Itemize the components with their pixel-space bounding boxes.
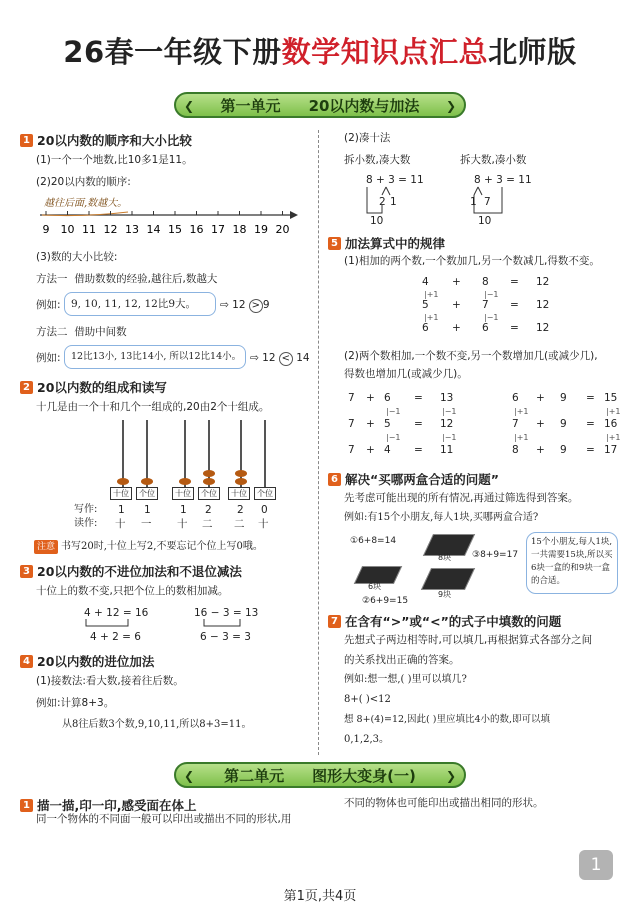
s3-eq-1: 4 + 12 = 16 (84, 607, 149, 619)
section-2-title: 20以内数的组成和读写 (37, 380, 167, 395)
method-1 (36, 272, 217, 286)
s7-line-3: 例如:想一想,( )里可以填几? (344, 674, 467, 685)
equation-cell: 7 (482, 299, 489, 311)
unit-1-banner (174, 92, 466, 118)
section-1-title: 20以内数的顺序和大小比较 (37, 133, 192, 148)
method-1-text: 借助数数的经验,越往后,数越大 (74, 273, 218, 285)
equation-cell: 5 (422, 299, 429, 311)
section-1-heading (20, 131, 192, 149)
s5pre-eq-1: 8 + 3 = 11 (366, 174, 424, 186)
method-2 (36, 325, 127, 339)
write-1: 1 (118, 504, 125, 516)
s2-line-1: 十几是由一个十和几个一组成的,20由2个十组成。 (36, 401, 270, 413)
change-label: |+1 (514, 433, 529, 442)
s5pre-eq-2: 8 + 3 = 11 (474, 174, 532, 186)
equation-cell: 17 (604, 444, 618, 456)
equation-cell: = (510, 299, 519, 311)
s5pre-caption-1: 拆小数,凑大数 (344, 154, 411, 166)
page-number-badge[interactable]: 1 (579, 850, 613, 880)
read-2: 一 (141, 518, 152, 530)
s5pre-caption-2: 拆大数,凑小数 (460, 154, 527, 166)
section-6-title: 解决“买哪两盒合适的问题” (345, 472, 499, 487)
change-label: |+1 (606, 407, 621, 416)
s5-right-table (508, 391, 628, 461)
number-line-label: 19 (254, 223, 268, 236)
example-2-label: 例如: (36, 352, 61, 364)
unit2-section-1-title: 描一描,印一印,感受面在体上 (37, 798, 197, 813)
number-line-label: 20 (275, 223, 290, 236)
section-4-badge: 4 (20, 655, 33, 668)
s1-line-2: (2)20以内数的顺序: (36, 176, 131, 188)
equation-cell: 9 (560, 418, 567, 430)
speech-bubble: 15个小朋友,每人1块,一共需要15块,所以买6块一盒的和9块一盒的合适。 (526, 532, 618, 594)
section-7-title: 在含有“>”或“<”的式子中填数的问题 (345, 614, 562, 629)
equation-cell: = (414, 392, 423, 404)
section-7-badge: 7 (328, 615, 341, 628)
equation-cell: 8 (482, 276, 489, 288)
change-label: |−1 (386, 433, 401, 442)
equation-cell: 16 (604, 418, 618, 430)
number-line-label: 17 (211, 223, 225, 236)
equation-cell: 7 (348, 444, 355, 456)
s1-line-3: (3)数的大小比较: (36, 251, 118, 263)
equation-cell: 7 (512, 418, 519, 430)
change-label: |−1 (386, 407, 401, 416)
equation-cell: + (536, 392, 545, 404)
s5-left-table (344, 391, 464, 461)
unit-2-name: 图形大变身(一) (312, 766, 416, 785)
equation-cell: + (536, 418, 545, 430)
equation-cell: 12 (536, 299, 550, 311)
equation-cell: = (586, 418, 595, 430)
unit-2-banner (174, 762, 466, 788)
s7-line-1: 先想式子两边相等时,可以填几,再根据算式各部分之间 (344, 634, 593, 646)
section-5-heading (328, 234, 445, 252)
banner-right-arrow-icon: ❯ (445, 99, 456, 113)
box-6-label: 6块 (368, 582, 382, 591)
write-label: 写作: (74, 504, 98, 515)
u2s1-line-1: 同一个物体的不同面一般可以印出或描出不同的形状,用 (36, 813, 292, 825)
equation-cell: 7 (348, 392, 355, 404)
split-1b: 1 (390, 196, 397, 208)
section-7-heading (328, 612, 561, 630)
read-4: 二 (202, 518, 213, 530)
ones-tag: 个位 (254, 487, 276, 500)
column-divider (318, 130, 319, 755)
s5pre-line-1: (2)凑十法 (344, 132, 391, 144)
abacus-12 (170, 420, 225, 500)
section-6-heading (328, 470, 499, 488)
example-1-label: 例如: (36, 299, 61, 311)
s2-note (34, 540, 263, 554)
equation-cell: 6 (384, 392, 391, 404)
banner-right-arrow-icon: ❯ (445, 769, 456, 783)
equation-cell: 15 (604, 392, 618, 404)
equation-cell: 5 (384, 418, 391, 430)
example-1-symbol: > (249, 299, 263, 313)
u2s1-line-right: 不同的物体也可能印出或描出相同的形状。 (344, 797, 544, 809)
s3-line-1: 十位上的数不变,只把个位上的数相加减。 (36, 585, 229, 597)
read-6: 十 (258, 518, 269, 530)
tens-tag: 十位 (110, 487, 132, 500)
arrow-right-icon: ⇨ (220, 299, 229, 311)
equation-cell: = (586, 392, 595, 404)
s5-line-3: 得数也增加几(或减少几)。 (344, 368, 468, 380)
box-8-label: 8块 (438, 553, 452, 562)
equation-cell: + (452, 299, 461, 311)
number-line-label: 16 (189, 223, 204, 236)
equation-cell: 12 (536, 322, 550, 334)
section-3-heading (20, 562, 242, 580)
s4-line-2: 例如:计算8+3。 (36, 697, 115, 709)
title-part-1: 26春一年级下册 (63, 35, 282, 69)
equation-cell: 6 (512, 392, 519, 404)
s4-line-1: (1)接数法:看大数,接着往后数。 (36, 675, 184, 687)
s3-eq-3: 16 − 3 = 13 (194, 607, 259, 619)
example-2-result-right: 14 (296, 352, 310, 364)
tens-tag: 十位 (172, 487, 194, 500)
section-2-badge: 2 (20, 381, 33, 394)
split-2c: 10 (478, 215, 492, 227)
equation-cell: = (414, 444, 423, 456)
page-title (0, 30, 640, 71)
example-2-box: 12比13小, 13比14小, 所以12比14小。 (64, 345, 246, 369)
chocolate-boxes-illustration (346, 530, 626, 608)
number-line-label: 9 (42, 223, 50, 236)
ones-tag: 个位 (136, 487, 158, 500)
make-ten-diagram-2 (468, 185, 528, 225)
read-5: 二 (234, 518, 245, 530)
equation-cell: 4 (422, 276, 429, 288)
equation-cell: 11 (440, 444, 454, 456)
s6-line-1: 先考虑可能出现的所有情况,再通过筛选得到答案。 (344, 492, 579, 504)
example-2-symbol: < (279, 352, 293, 366)
write-2: 1 (144, 504, 151, 516)
method-2-text: 借助中间数 (74, 326, 127, 338)
equation-cell: 13 (440, 392, 454, 404)
method-1-label: 方法一 (36, 273, 68, 285)
change-label: |−1 (442, 407, 457, 416)
write-3: 1 (180, 504, 187, 516)
equation-cell: + (366, 418, 375, 430)
change-label: |−1 (442, 433, 457, 442)
s7-line-5: 想 8+(4)=12,因此( )里应填比4小的数,即可以填 (344, 714, 551, 725)
example-1-box: 9, 10, 11, 12, 12比9大。 (64, 292, 216, 316)
number-line-label: 12 (103, 223, 118, 236)
example-2-result (250, 351, 310, 366)
write-5: 2 (237, 504, 244, 516)
abacus-20 (226, 420, 281, 500)
section-2-heading (20, 378, 167, 396)
s3-eq-4: 6 − 3 = 3 (200, 631, 251, 643)
choice-2: ②6+9=15 (362, 596, 409, 606)
section-5-badge: 5 (328, 237, 341, 250)
s7-line-4: 8+( )<12 (344, 694, 391, 705)
s5-line-1: (1)相加的两个数,一个数加几,另一个数减几,得数不变。 (344, 255, 600, 267)
number-line-label: 11 (82, 223, 96, 236)
equation-cell: + (536, 444, 545, 456)
change-label: |−1 (484, 312, 499, 322)
choice-3: ③8+9=17 (472, 550, 519, 560)
equation-cell: 4 (384, 444, 391, 456)
equation-cell: 6 (422, 322, 429, 334)
s4-line-3: 从8往后数3个数,9,10,11,所以8+3=11。 (62, 719, 252, 730)
change-label: |+1 (424, 312, 439, 322)
arrow-right-icon: ⇨ (250, 352, 259, 364)
equation-cell: 6 (482, 322, 489, 334)
equation-cell: 8 (512, 444, 519, 456)
banner-left-arrow-icon: ❮ (184, 99, 195, 113)
change-label: |+1 (514, 407, 529, 416)
method-2-label: 方法二 (36, 326, 68, 338)
section-5-title: 加法算式中的规律 (345, 236, 446, 251)
number-line-label: 15 (168, 223, 182, 236)
box-9 (421, 568, 475, 590)
change-label: |+1 (424, 289, 439, 299)
section-1-badge: 1 (20, 134, 33, 147)
write-4: 2 (205, 504, 212, 516)
equation-cell: 12 (536, 276, 550, 288)
read-3: 十 (177, 518, 188, 530)
unit-1-label: 第一单元 (220, 96, 281, 115)
split-2b: 7 (484, 196, 491, 208)
note-tag: 注意 (34, 540, 58, 554)
example-1-result-left: 12 (232, 299, 246, 311)
equation-cell: 7 (348, 418, 355, 430)
equation-cell: = (586, 444, 595, 456)
s5-equation-table (410, 275, 580, 343)
section-3-badge: 3 (20, 565, 33, 578)
title-part-2: 数学知识点汇总 (281, 35, 489, 69)
s5-line-2: (2)两个数相加,一个数不变,另一个数增加几(或减少几), (344, 350, 598, 362)
unit-1-name: 20以内数与加法 (308, 96, 420, 115)
number-line-label: 13 (125, 223, 139, 236)
abacus-11 (108, 420, 163, 500)
section-6-badge: 6 (328, 473, 341, 486)
s6-line-2: 例如:有15个小朋友,每人1块,买哪两盒合适? (344, 512, 539, 523)
section-4-title: 20以内数的进位加法 (37, 654, 155, 669)
example-2-result-left: 12 (262, 352, 276, 364)
number-line-label: 18 (232, 223, 247, 236)
note-text: 书写20时,十位上写2,不要忘记个位上写0哦。 (61, 541, 263, 552)
split-2a: 1 (470, 196, 477, 208)
read-label: 读作: (74, 518, 98, 529)
write-6: 0 (261, 504, 268, 516)
number-line-label: 14 (146, 223, 161, 236)
equation-cell: 12 (440, 418, 454, 430)
example-1-result-right: 9 (262, 299, 270, 311)
equation-cell: 9 (560, 444, 567, 456)
s7-line-2: 的关系找出正确的答案。 (344, 654, 460, 666)
change-label: |+1 (606, 433, 621, 442)
s1-line-1: (1)一个一个地数,比10多1是11。 (36, 154, 193, 166)
tens-tag: 十位 (228, 487, 250, 500)
unit-2-label: 第二单元 (224, 766, 285, 785)
page-footer: 第1页,共4页 (283, 889, 357, 904)
unit2-section-1-badge: 1 (20, 799, 33, 812)
change-label: |−1 (484, 289, 499, 299)
read-1: 十 (115, 518, 126, 530)
s7-line-6: 0,1,2,3。 (344, 734, 389, 745)
equation-cell: + (452, 276, 461, 288)
split-1a: 2 (379, 196, 386, 208)
split-1c: 10 (370, 215, 384, 227)
number-line (36, 195, 306, 240)
ones-tag: 个位 (198, 487, 220, 500)
equation-cell: 9 (560, 392, 567, 404)
equation-cell: + (366, 444, 375, 456)
equation-cell: + (366, 392, 375, 404)
equation-cell: = (510, 276, 519, 288)
example-1-result (220, 298, 270, 313)
section-3-title: 20以内数的不进位加法和不退位减法 (37, 564, 242, 579)
s3-eq-2: 4 + 2 = 6 (90, 631, 141, 643)
title-part-3: 北师版 (488, 35, 577, 69)
numberline-note: 越往后面,数越大。 (44, 198, 128, 209)
equation-cell: + (452, 322, 461, 334)
s3-bracket-2 (194, 618, 254, 632)
banner-left-arrow-icon: ❮ (184, 769, 195, 783)
equation-cell: = (414, 418, 423, 430)
s3-bracket-1 (84, 618, 144, 632)
box-9-label: 9块 (438, 590, 452, 599)
section-4-heading (20, 652, 154, 670)
choice-1: ①6+8=14 (350, 536, 397, 546)
number-line-label: 10 (60, 223, 75, 236)
equation-cell: = (510, 322, 519, 334)
